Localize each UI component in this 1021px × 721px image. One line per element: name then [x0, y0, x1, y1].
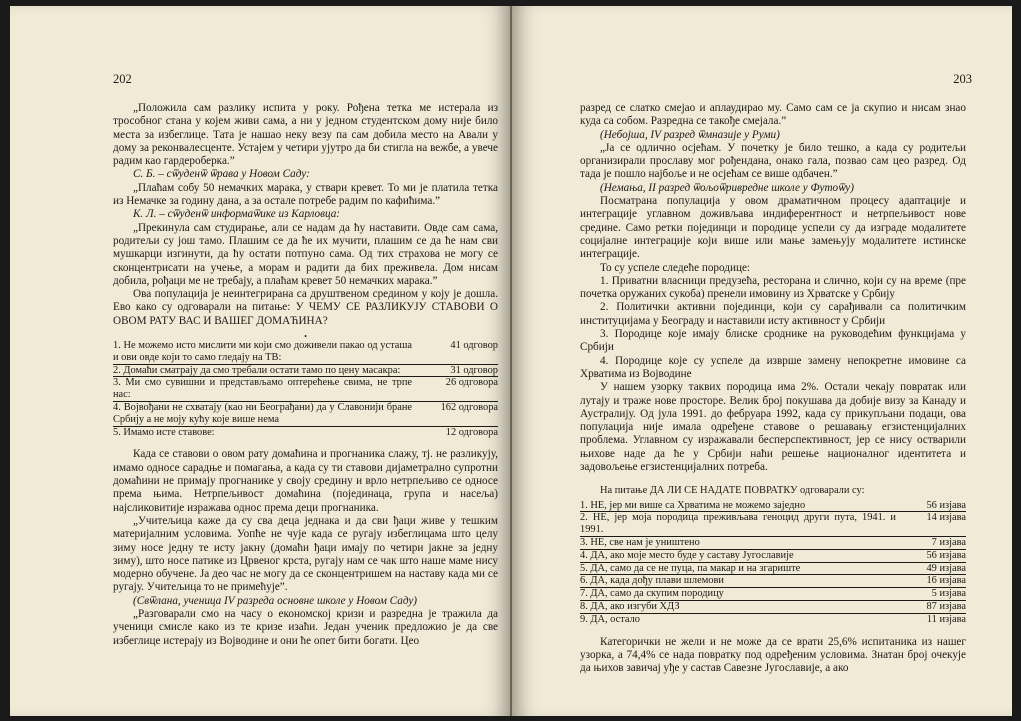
row-label: 2. Домаћи сматрају да смо требали остати тамо по цену масакра: [113, 364, 401, 376]
row-label: 3. Ми смо сувишни и представљамо оптерећење свима, не трпе нас: [113, 377, 412, 401]
table-row [113, 340, 498, 364]
row-count: 11 изјава [926, 613, 966, 625]
body-text: Ова популација је неинтегрирана са друштвеном средином у коју је дошла. Ево како су одговарали на питање: [113, 288, 498, 314]
row-count: 14 изјава [926, 512, 966, 524]
quote-attribution: (Свѿлана, ученица IV разреда основне школе у Новом Саду) [133, 594, 418, 607]
table-row [580, 537, 966, 550]
row-label: 9. ДА, остало [580, 613, 640, 625]
body-paragraph: Када се ставови о овом рату домаћина и прогнаника слажу, тј. не разликују, имамо односе сарадње и помагања, а када су ти ставови дијаметрално супротни домаћини не примају прогнанике у своју средину и врло нетрпељиво се односе према њима. Нетрпељивост домаћина (појединаца, група и насеља) најсликовитије изражава однос према деци прогнаника. [113, 448, 498, 514]
table-row [113, 364, 498, 377]
row-count: 5 изјава [931, 588, 966, 600]
list-item: 1. Приватни власници предузећа, ресторана и слично, који су на време (пре почетка оружаних сукоба) пренели имовину из Хрватске у Србију [580, 274, 966, 301]
survey-question: У ЧЕМУ СЕ РАЗЛИКУЈУ СТАВОВИ О ОВОМ РАТУ ВАС И ВАШЕГ ДОМАЋИНА? [113, 301, 498, 327]
row-label: 4. Војвођани не схватају (као ни Београђани) да у Славонији бране Србију а не моју кућу које више нема [113, 402, 412, 425]
table-row [580, 562, 966, 575]
table-row [580, 549, 966, 562]
table-row [580, 500, 966, 512]
body-paragraph: Категорички не жели и не може да се врати 25,6% испитаника из нашег узорка, а 74,4% се нада повратку под одређеним условима. Знатан број очекује да њихов завичај уђе у састав Савезне Југославије, а ако [580, 635, 966, 675]
row-label: 2. НЕ, јер моја породица преживљава геноцид други пута, 1941. и 1991. [580, 512, 896, 536]
list-item: 2. Политички активни појединци, који су сарађивали са политичким институцијама у Београду и наставили исту активност у Србији [580, 301, 966, 327]
row-count: 26 одговора [445, 377, 498, 389]
row-label: 1. Не можемо исто мислити ми који смо доживели пакао од усташа и ови овде који то само гледају на ТВ: [113, 340, 412, 363]
row-label: 6. ДА, када дођу плави шлемови [580, 575, 724, 587]
row-count: 162 одговора [440, 402, 498, 414]
body-paragraph: То су успеле следеће породице: [600, 261, 751, 274]
row-label: 3. НЕ, све нам је уништено [580, 537, 700, 548]
table-row [580, 588, 966, 601]
row-count: 56 изјава [926, 499, 966, 511]
quote-paragraph: „Положила сам разлику испита у року. Рођена тетка ме истерала из трособног стана у којем живи сама, а ни у једном студентском дому није било места за избеглице. Тата је нашао неку везу па сам добила место на Авали у дому за реконвалесценте. Устајем у четири ујутро да би стигла на вежбе, а увече радим као гардероберка.” [113, 102, 498, 168]
quote-paragraph: „Учитељица каже да су сва деца једнака и да сви ђаци живе у тешким материјалним условима. Уопће не чује када се ругају избеглицама што целу зиму носе једну те исту јакну (домаћи ђаци имају по четири јакне за једну зиму), што носе патике из Црвеног крста, ругају нам се чак што наше маме нису модерно обучене. Ја део час не могу да се сконцентришем на наставу када ми се ругају. Учитељица то не примећује”. [113, 514, 498, 594]
survey-question-header: На питање ДА ЛИ СЕ НАДАТЕ ПОВРАТКУ одговарали су: [600, 485, 865, 497]
quote-paragraph: „Ја се одлично осјећам. У почетку је било тешко, а када су родитељи организирали прославу мог рођендана, онако гала, позвао сам цео разред. Од тада је пошло најбоље и не осјећам се више одбачен.” [580, 141, 966, 181]
left-page [10, 6, 510, 716]
bullet-dot: • [304, 332, 307, 342]
right-text-column [580, 102, 966, 675]
quote-attribution: С. Б. – сѿуденѿ ѿрава у Новом Саду: [133, 168, 310, 181]
row-count: 12 одговора [445, 426, 498, 438]
survey-table-war-attitudes [113, 340, 498, 438]
page-number-right: 203 [953, 72, 972, 86]
row-count: 7 изјава [931, 537, 966, 548]
row-count: 56 изјава [926, 549, 966, 561]
quote-attribution: (Небојша, IV разред ѿмназије у Руми) [600, 128, 780, 141]
row-label: 1. НЕ, јер ми више са Хрватима не можемо заједно [580, 499, 806, 511]
table-row [113, 402, 498, 427]
table-row [113, 377, 498, 402]
body-paragraph: Посматрана популација у овом драматичном процесу адаптације и интеграције углавном доживљава индиферентност и нетрпељивост нове средине. Само ретки појединци и породице успели су да изграде модалитете социјалне интеграције који више или мање замењују модалитете истинске интеграције. [580, 195, 966, 261]
list-item: 4. Породице које су успеле да изврше замену непокретне имовине са Хрватима из Војводине [580, 354, 966, 380]
quote-paragraph: „Прекинула сам студирање, али се надам да ћу наставити. Овде сам сама, родитељи су још тамо. Плашим се да ће их мучити, плашим се да ће нам сви мушкарци изгинути, да ћу остати потпуно сама. Од тих страхова не могу се сконцентрисати на учење, а морам и радити да бих преживела. Дом нисам добила, рођаци ме не требају, а плаћам кревет 50 немачких марака.” [113, 221, 498, 287]
row-label: 7. ДА, само да скупим породицу [580, 588, 724, 600]
row-label: 5. Имамо исте ставове: [113, 426, 215, 438]
list-item: 3. Породице које имају блиске сроднике на руководећим функцијама у Србији [580, 328, 966, 354]
quote-attribution: К. Л. – сѿуденѿ информаѿике из Карловца: [133, 208, 341, 221]
page-number-left: 202 [113, 72, 132, 86]
table-row [580, 575, 966, 588]
row-count: 16 изјава [926, 575, 966, 587]
quote-paragraph: разред се слатко смејао и аплаудирао му. Само сам се ја скупио и нисам знао куда са собом. Разредна се такође смејала.” [580, 102, 966, 128]
quote-attribution: (Немања, II разред ѿољоѿривредне школе у Футоѿу) [600, 181, 854, 194]
table-row [580, 613, 966, 625]
table-row [580, 600, 966, 613]
quote-paragraph: „Плаћам собу 50 немачких марака, у ствари кревет. То ми је платила тетка из Немачке за годину дана, а за остале потребе радим по кафићима.” [113, 181, 498, 208]
row-label: 8. ДА, ако изгуби ХДЗ [580, 600, 680, 612]
row-count: 49 изјава [926, 562, 966, 574]
row-count: 87 изјава [926, 600, 966, 612]
row-label: 4. ДА, ако моје место буде у саставу Југославије [580, 549, 794, 561]
row-label: 5. ДА, само да се не пуца, па макар и на згариште [580, 562, 801, 574]
quote-paragraph: „Разговарали смо на часу о економској кризи и разредна је тражила да ученици смисле како из те кризе изаћи. Један ученик предложио је да све избеглице истерају из Војводине и они ће опет бити богати. Цео [113, 607, 498, 647]
body-paragraph: У нашем узорку таквих породица има 2%. Остали чекају повратак или лутају и траже нове просторе. Велик број покушава да добије визу за Канаду и Аустралију. Од јула 1991. до фебруара 1992, када су прикупљани подаци, ова популација није имала одређене ставове о решавању егзистенцијалних проблема. Углавном су изражавали бесперспективност, јер се нису остварили њихове наде да ће у Србији наћи решење националног идентитета и задовољење егзистенцијалних потреба. [580, 381, 966, 474]
table-row [580, 512, 966, 537]
row-count: 31 одговор [450, 364, 498, 376]
body-paragraph [113, 288, 498, 328]
left-text-column [113, 102, 498, 648]
table-row [113, 426, 498, 438]
row-count: 41 одговор [450, 340, 498, 352]
right-page [512, 6, 1012, 716]
survey-table-return-hopes [580, 500, 966, 626]
